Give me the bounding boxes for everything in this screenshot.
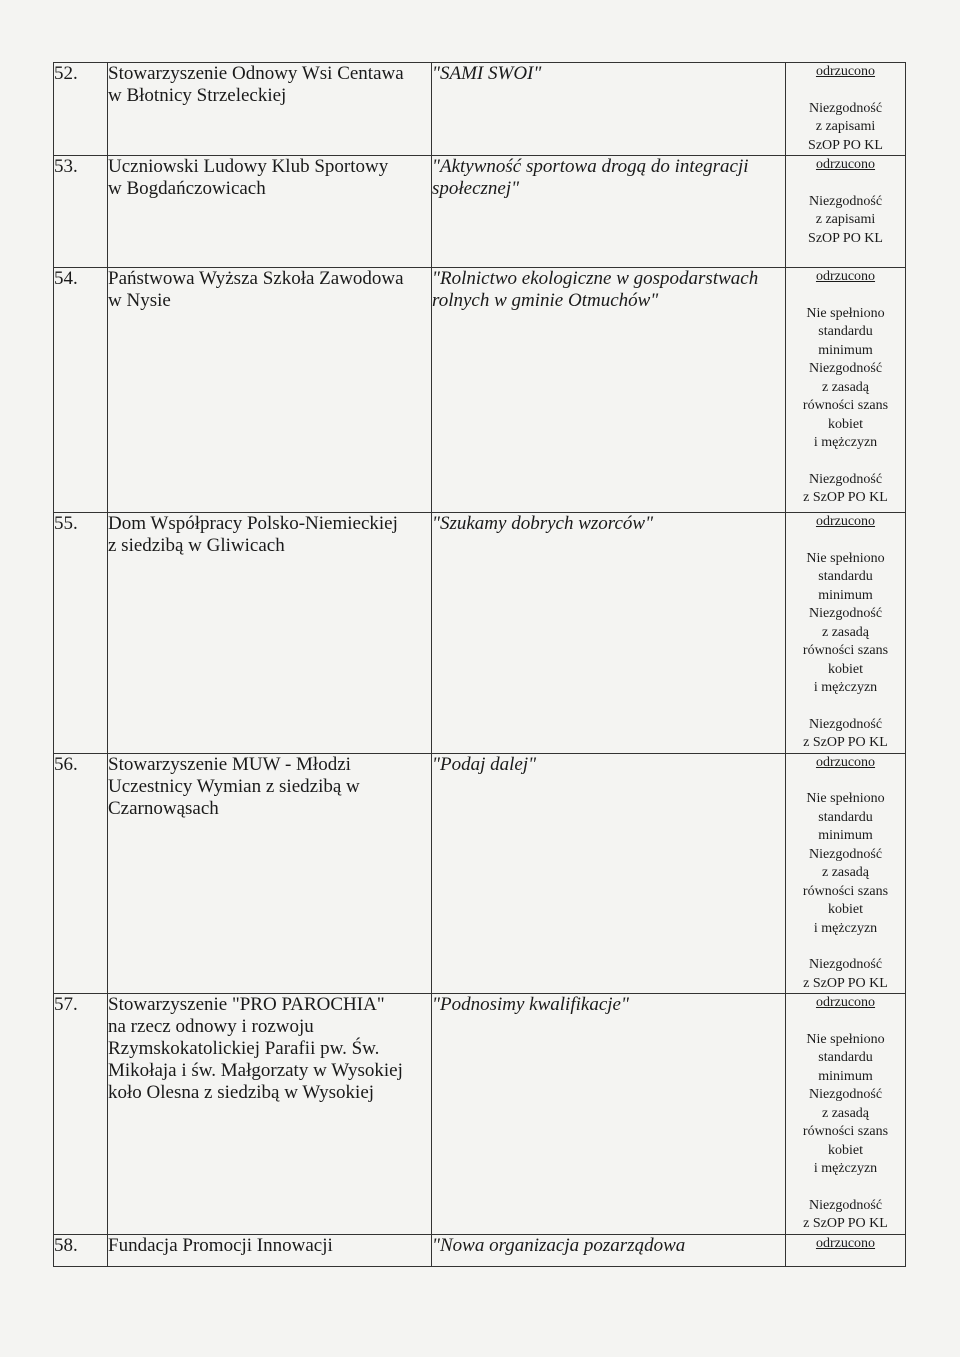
verdict-label: odrzucono	[815, 514, 876, 529]
organization-name	[108, 156, 432, 268]
organization-name-line: w Bogdańczowicach	[108, 178, 266, 199]
rejection-reason-line: z SzOP PO KL	[803, 1216, 888, 1231]
rejection-reason-line: Niezgodność	[808, 193, 883, 209]
rejection-reason-line: standardu	[818, 569, 873, 584]
rejection-reason-line: minimum	[818, 342, 873, 358]
organization-name	[108, 1234, 432, 1266]
rejection-reason-line: równości szans	[802, 883, 889, 899]
rejection-reason-line: standardu	[818, 1050, 873, 1065]
project-title-line: "Podnosimy kwalifikacje"	[432, 994, 629, 1015]
organization-name-line: Stowarzyszenie "PRO PAROCHIA"	[108, 994, 385, 1015]
project-title-line: "Aktywność sportowa drogą do integracji	[432, 156, 749, 177]
rejection-reason-line: Niezgodność	[808, 1197, 883, 1213]
project-title-line: "Szukamy dobrych wzorców"	[432, 513, 654, 534]
rejection-reason-line: równości szans	[802, 1124, 889, 1139]
row-number: 52.	[54, 63, 108, 156]
rejection-reason-line: z SzOP PO KL	[803, 735, 888, 750]
organization-name-line: z siedzibą w Gliwicach	[108, 535, 285, 556]
evaluation-status	[786, 994, 906, 1235]
rejection-reason-line: Niezgodność	[808, 606, 883, 621]
project-title-line: "SAMI SWOI"	[432, 63, 542, 84]
rejection-reason-line: Niezgodność	[808, 361, 883, 376]
project-title	[432, 1234, 786, 1266]
project-title	[432, 513, 786, 754]
organization-name	[108, 513, 432, 754]
organization-name-line: Dom Współpracy Polsko-Niemieckiej	[108, 513, 398, 534]
rejection-reason-line: z zapisami	[815, 119, 876, 134]
table-row	[54, 994, 906, 1235]
verdict-label: odrzucono	[815, 1235, 876, 1251]
row-number: 53.	[54, 156, 108, 268]
project-title-line: społecznej"	[432, 178, 520, 199]
rejection-reason-line: z zasadą	[821, 865, 870, 880]
rejection-reason-line: kobiet	[828, 902, 863, 917]
rejection-reason-line: z SzOP PO KL	[803, 490, 888, 505]
project-title-line: "Nowa organizacja pozarządowa	[432, 1234, 686, 1256]
organization-name-line: Mikołaja i św. Małgorzaty w Wysokiej	[108, 1060, 403, 1081]
rejection-reason-line: Niezgodność	[808, 716, 883, 732]
verdict-label: odrzucono	[815, 995, 876, 1010]
rejection-reason-line: z zasadą	[821, 624, 870, 640]
rejection-reason-line: Nie spełniono	[806, 1031, 885, 1047]
row-number: 57.	[54, 994, 108, 1235]
organization-name-line: Czarnowąsach	[108, 797, 219, 819]
table-row	[54, 753, 906, 994]
organization-name-line: w Nysie	[108, 290, 171, 311]
rejection-reason-line: Niezgodność	[808, 957, 883, 972]
row-number: 56.	[54, 753, 108, 994]
rejection-reason-line: kobiet	[828, 1142, 863, 1158]
rejection-reason-line: kobiet	[828, 416, 863, 432]
organization-name	[108, 63, 432, 156]
rejection-reason-line: z zapisami	[815, 212, 876, 227]
table-row	[54, 63, 906, 156]
organization-name-line: Stowarzyszenie MUW - Młodzi	[108, 753, 351, 775]
projects-table	[53, 62, 906, 1267]
rejection-reason-line: z zasadą	[821, 1105, 870, 1121]
organization-name	[108, 753, 432, 994]
project-title	[432, 753, 786, 994]
rejection-reason-line: i mężczyzn	[813, 435, 878, 450]
row-number: 54.	[54, 268, 108, 513]
organization-name-line: Państwowa Wyższa Szkoła Zawodowa	[108, 268, 404, 289]
rejection-reason-line: równości szans	[802, 398, 889, 413]
project-title	[432, 994, 786, 1235]
project-title-line: "Rolnictwo ekologiczne w gospodarstwach	[432, 268, 759, 289]
organization-name-line: Stowarzyszenie Odnowy Wsi Centawa	[108, 63, 404, 84]
rejection-reason-line: równości szans	[802, 643, 889, 658]
evaluation-status	[786, 268, 906, 513]
rejection-reason-line: Nie spełniono	[806, 305, 885, 321]
row-number: 55.	[54, 513, 108, 754]
row-number: 58.	[54, 1234, 108, 1266]
organization-name-line: Fundacja Promocji Innowacji	[108, 1234, 333, 1256]
rejection-reason-line: i mężczyzn	[813, 920, 878, 936]
rejection-reason-line: Nie spełniono	[806, 550, 885, 566]
verdict-label: odrzucono	[815, 269, 876, 284]
evaluation-status	[786, 63, 906, 156]
rejection-reason-line: kobiet	[828, 661, 863, 677]
evaluation-status	[786, 1234, 906, 1266]
verdict-label: odrzucono	[815, 754, 876, 770]
organization-name	[108, 994, 432, 1235]
project-title-line: "Podaj dalej"	[432, 753, 537, 775]
rejection-reason-line: Niezgodność	[808, 846, 883, 862]
rejection-reason-line: z zasadą	[821, 379, 870, 395]
table-body	[54, 63, 906, 1267]
rejection-reason-line: z SzOP PO KL	[803, 975, 888, 991]
project-title	[432, 268, 786, 513]
rejection-reason-line: minimum	[818, 587, 873, 603]
rejection-reason-line: standardu	[818, 809, 873, 825]
rejection-reason-line: i mężczyzn	[813, 1161, 878, 1176]
project-title	[432, 156, 786, 268]
evaluation-status	[786, 156, 906, 268]
table-row	[54, 1234, 906, 1266]
rejection-reason-line: standardu	[818, 324, 873, 339]
organization-name-line: koło Olesna z siedzibą w Wysokiej	[108, 1082, 375, 1103]
rejection-reason-line: Niezgodność	[808, 471, 883, 487]
rejection-reason-line: minimum	[818, 828, 873, 843]
rejection-reason-line: Niezgodność	[808, 100, 883, 116]
rejection-reason-line: Nie spełniono	[806, 791, 885, 806]
rejection-reason-line: minimum	[818, 1068, 873, 1084]
evaluation-status	[786, 753, 906, 994]
rejection-reason-line: SzOP PO KL	[808, 137, 883, 153]
rejection-reason-line: i mężczyzn	[813, 680, 878, 695]
table-row	[54, 268, 906, 513]
project-title	[432, 63, 786, 156]
verdict-label: odrzucono	[815, 64, 876, 79]
evaluation-status	[786, 513, 906, 754]
rejection-reason-line: SzOP PO KL	[808, 230, 883, 246]
organization-name-line: Rzymskokatolickiej Parafii pw. Św.	[108, 1038, 380, 1059]
table-row	[54, 156, 906, 268]
rejection-reason-line: Niezgodność	[808, 1087, 883, 1102]
project-title-line: rolnych w gminie Otmuchów"	[432, 290, 659, 311]
table-row	[54, 513, 906, 754]
organization-name	[108, 268, 432, 513]
organization-name-line: na rzecz odnowy i rozwoju	[108, 1016, 314, 1037]
organization-name-line: Uczniowski Ludowy Klub Sportowy	[108, 156, 389, 177]
verdict-label: odrzucono	[815, 157, 876, 172]
organization-name-line: Uczestnicy Wymian z siedzibą w	[108, 775, 360, 797]
organization-name-line: w Błotnicy Strzeleckiej	[108, 85, 287, 106]
